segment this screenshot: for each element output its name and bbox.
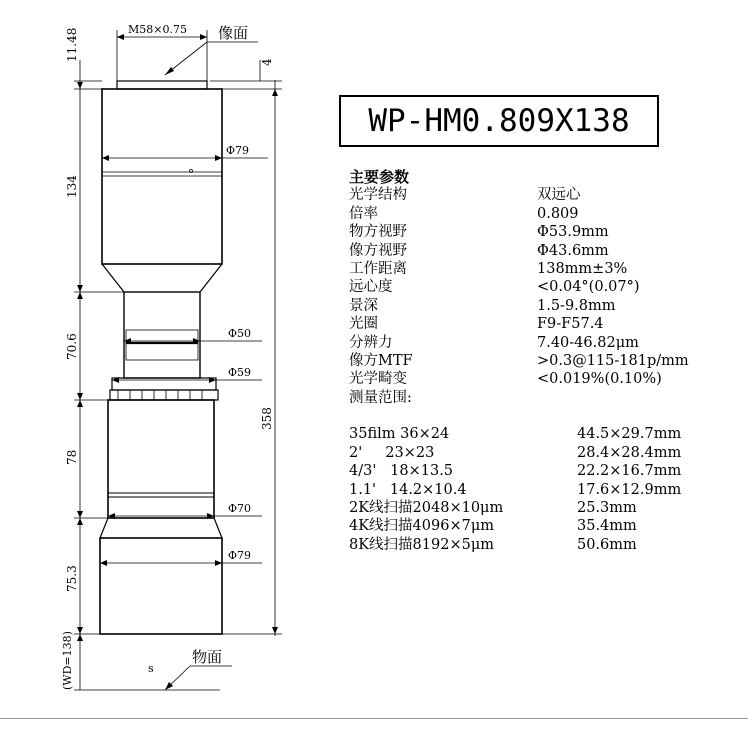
- spec-row: [349, 205, 739, 223]
- dim-358: 358: [260, 407, 274, 430]
- measure-format: 1.1' 14.2×10.4: [349, 481, 467, 498]
- measure-format: 8K线扫描8192×5μm: [349, 536, 495, 553]
- s-mark: s: [148, 662, 154, 675]
- measure-row: [349, 481, 739, 499]
- spec-row: [349, 352, 739, 370]
- spec-panel: [349, 168, 739, 554]
- spec-row: [349, 242, 739, 260]
- front-barrel: [100, 538, 222, 634]
- spec-row: [349, 260, 739, 278]
- dim-70-6: 70.6: [65, 333, 79, 360]
- dia-70: Φ70: [228, 502, 252, 515]
- measure-range: 28.4×28.4mm: [577, 444, 682, 461]
- spec-value: 0.809: [537, 205, 579, 222]
- spec-row: [349, 297, 739, 315]
- dia-79-bottom: Φ79: [228, 549, 252, 562]
- dim-wd: (WD=138): [61, 631, 74, 690]
- spec-key: 光学畸变: [349, 371, 407, 388]
- spec-row: [349, 370, 739, 388]
- spec-heading: 主要参数: [349, 168, 410, 186]
- spec-value: Φ53.9mm: [537, 224, 609, 241]
- spec-key: 倍率: [349, 205, 378, 222]
- measure-range: 22.2×16.7mm: [577, 463, 682, 480]
- spec-value: <0.019%(0.10%): [537, 371, 662, 388]
- lens-neck: [124, 292, 200, 378]
- thread-label: M58×0.75: [128, 23, 187, 36]
- measure-format: 35film 36×24: [349, 426, 450, 443]
- spec-row: [349, 278, 739, 296]
- measure-row: [349, 462, 739, 480]
- footer-divider: [0, 718, 748, 719]
- dim-78: 78: [65, 449, 79, 465]
- dia-50: Φ50: [228, 327, 252, 340]
- spec-value: 1.5-9.8mm: [537, 297, 616, 314]
- measure-range: 44.5×29.7mm: [577, 426, 682, 443]
- spec-value: F9-F57.4: [537, 316, 604, 333]
- measure-row: [349, 536, 739, 554]
- measure-format: 4/3' 18×13.5: [349, 463, 454, 480]
- spec-key: 光学结构: [349, 187, 407, 204]
- model-title-box: [339, 95, 659, 147]
- measure-format: 2' 23×23: [349, 444, 435, 461]
- dim-4: 4: [260, 58, 274, 66]
- spec-key: 光圈: [349, 316, 378, 333]
- measure-row: [349, 517, 739, 535]
- dim-11-48: 11.48: [65, 27, 79, 62]
- image-plane-label: 像面: [218, 24, 249, 42]
- spec-value: <0.04°(0.07°): [537, 279, 640, 296]
- lower-barrel: [108, 400, 214, 518]
- spec-value: >0.3@115-181p/mm: [537, 353, 689, 370]
- measure-title: 测量范围:: [349, 389, 412, 406]
- measure-range: 50.6mm: [577, 536, 637, 553]
- measure-row: [349, 425, 739, 443]
- dim-134: 134: [65, 175, 79, 198]
- spec-value: 双远心: [537, 187, 581, 204]
- dim-75-3: 75.3: [65, 565, 79, 592]
- object-plane-label: 物面: [192, 648, 223, 666]
- spec-row: [349, 334, 739, 352]
- spec-key: 像方视野: [349, 242, 407, 259]
- spec-key: 物方视野: [349, 224, 407, 241]
- dia-59: Φ59: [228, 366, 252, 379]
- measure-format: 4K线扫描4096×7μm: [349, 518, 495, 535]
- measure-range: 25.3mm: [577, 499, 637, 516]
- spec-row: [349, 315, 739, 333]
- measure-range: 35.4mm: [577, 518, 637, 535]
- measure-format: 2K线扫描2048×10μm: [349, 499, 504, 516]
- measure-row: [349, 499, 739, 517]
- dia-79-top: Φ79: [226, 144, 250, 157]
- spec-value: Φ43.6mm: [537, 242, 609, 259]
- model-title: WP-HM0.809X138: [368, 103, 630, 139]
- spec-value: 7.40-46.82μm: [537, 334, 639, 351]
- spec-key: 像方MTF: [349, 353, 413, 370]
- measure-range: 17.6×12.9mm: [577, 481, 682, 498]
- measure-row: [349, 444, 739, 462]
- spec-value: 138mm±3%: [537, 261, 628, 278]
- spec-row: [349, 223, 739, 241]
- spec-key: 工作距离: [349, 261, 407, 278]
- lens-mount: [117, 81, 207, 89]
- upper-barrel: [102, 89, 222, 264]
- spec-key: 远心度: [349, 279, 393, 296]
- spec-key: 景深: [349, 297, 378, 314]
- spec-key: 分辨力: [349, 334, 393, 351]
- spec-row: [349, 186, 739, 204]
